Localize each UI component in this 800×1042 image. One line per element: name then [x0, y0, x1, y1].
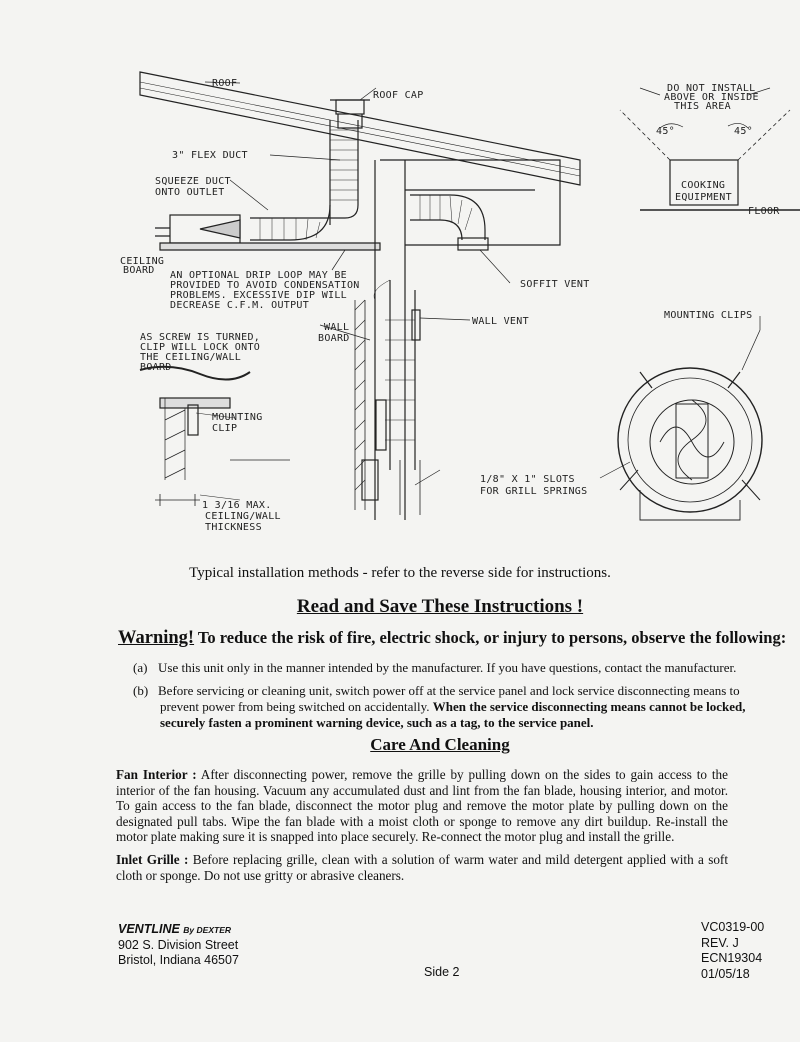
- label-screw-2: CLIP WILL LOCK ONTO: [140, 342, 261, 353]
- brand-name: VENTLINE: [118, 922, 180, 936]
- item-a-mark: (a): [133, 660, 148, 675]
- label-wall-board-2: BOARD: [318, 333, 350, 344]
- soffit-duct: [410, 195, 485, 240]
- label-thickness-2: CEILING/WALL: [205, 511, 281, 522]
- label-ceiling-1: CEILING: [120, 256, 165, 267]
- read-save-heading: Read and Save These Instructions !: [296, 596, 584, 617]
- vertical-duct: [330, 120, 358, 225]
- label-no-install-3: THIS AREA: [674, 101, 731, 112]
- label-mounting-clip-1: MOUNTING: [212, 412, 263, 423]
- label-mounting-clips: MOUNTING CLIPS: [664, 310, 753, 321]
- page-side: Side 2: [424, 965, 460, 979]
- label-thickness-1: 1 3/16 MAX.: [202, 500, 272, 511]
- brand-by: By DEXTER: [183, 925, 232, 935]
- label-screw-1: AS SCREW IS TURNED,: [140, 332, 261, 343]
- company-address: [118, 922, 239, 968]
- label-screw-3: THE CEILING/WALL: [140, 352, 242, 363]
- label-slots-2: FOR GRILL SPRINGS: [480, 486, 588, 497]
- label-thickness-3: THICKNESS: [205, 522, 262, 533]
- instruction-item-a: [133, 660, 758, 676]
- inlet-grille-text: Before replacing grille, clean with a solution of warm water and mild detergent applied with a soft cloth or sponge. Do not use gritty or abrasive cleaners.: [116, 852, 728, 883]
- doc-ecn: ECN19304: [701, 951, 763, 965]
- wall-vent: [412, 310, 420, 340]
- label-squeeze-2: ONTO OUTLET: [155, 187, 225, 198]
- label-mounting-clip-2: CLIP: [212, 423, 238, 434]
- label-drip-2: PROVIDED TO AVOID CONDENSATION: [170, 280, 360, 291]
- document-info: [701, 920, 764, 982]
- doc-revision: REV. J: [701, 935, 739, 950]
- fan-interior-text: After disconnecting power, remove the grille by pulling down on the sides to gain access to the interior of the fan housing. Vacuum any accumulated dust and lint from the fan blade, housing interior, and motor. To gain access to the fan blade, disconnect the motor plug and remove the motor plate by pulling down on the designated pull tabs. Wipe the fan blade with a moist cloth or sponge to remove any dirt buildup. Re-install the motor plate making sure it is snapped into place securely. Re-connect the motor plug and install the grille.: [116, 767, 728, 844]
- doc-number: VC0319-00: [701, 920, 765, 934]
- label-floor: FLOOR: [748, 206, 780, 217]
- label-angle-left: 45°: [656, 126, 675, 137]
- care-cleaning-heading: Care And Cleaning: [370, 735, 510, 754]
- item-b-bold3: securely fasten a prominent warning device, such as a tag, to the service panel.: [160, 715, 594, 730]
- flex-duct: [250, 205, 358, 240]
- label-slots-1: 1/8" X 1" SLOTS: [480, 474, 575, 485]
- item-b-line2: prevent power from being switched on accidentally.: [160, 699, 430, 714]
- item-b-bold2: When the service disconnecting means cannot be locked,: [432, 699, 746, 714]
- label-angle-right: 45°: [734, 126, 753, 137]
- item-b-line2-wrap: [158, 699, 758, 715]
- warning-line: [118, 628, 786, 649]
- fan-interior-label: Fan Interior :: [116, 767, 197, 782]
- doc-date: 01/05/18: [701, 966, 750, 981]
- label-screw-4: BOARD: [140, 362, 172, 373]
- diagram-caption: Typical installation methods - refer to the reverse side for instructions.: [189, 565, 611, 581]
- inlet-grille-paragraph: [116, 852, 728, 883]
- address-line1: 902 S. Division Street: [118, 938, 239, 952]
- label-roof: ROOF: [212, 78, 238, 89]
- wall-duct: [390, 280, 415, 470]
- fan-interior-paragraph: [116, 767, 728, 845]
- label-wall-vent: WALL VENT: [472, 316, 529, 327]
- warning-text: To reduce the risk of fire, electric shock, or injury to persons, observe the following:: [197, 628, 787, 647]
- item-b-mark: (b): [133, 683, 149, 698]
- label-flex-duct: 3" FLEX DUCT: [172, 150, 248, 161]
- label-squeeze-1: SQUEEZE DUCT: [155, 176, 231, 187]
- item-a-text: Use this unit only in the manner intended by the manufacturer. If you have questions, contact the manufacturer.: [158, 660, 737, 675]
- warning-word: Warning!: [118, 628, 195, 648]
- label-drip-4: DECREASE C.F.M. OUTPUT: [170, 300, 310, 311]
- label-drip-3: PROBLEMS. EXCESSIVE DIP WILL: [170, 290, 347, 301]
- label-no-install-1: DO NOT INSTALL: [667, 83, 756, 94]
- label-cooking-2: EQUIPMENT: [675, 192, 732, 203]
- instruction-item-b: [133, 683, 758, 731]
- inlet-grille-label: Inlet Grille :: [116, 852, 189, 867]
- label-roof-cap: ROOF CAP: [373, 90, 424, 101]
- label-cooking-1: COOKING: [681, 180, 726, 191]
- label-soffit-vent: SOFFIT VENT: [520, 279, 590, 290]
- ceiling-board: [160, 243, 380, 250]
- item-b-line1: Before servicing or cleaning unit, switch power off at the service panel and lock service disconnecting means to: [158, 683, 740, 698]
- label-wall-board-1: WALL: [324, 322, 350, 333]
- label-ceiling-2: BOARD: [123, 265, 155, 276]
- label-no-install-2: ABOVE OR INSIDE: [664, 92, 759, 103]
- label-drip-1: AN OPTIONAL DRIP LOOP MAY BE: [170, 270, 347, 281]
- address-line2: Bristol, Indiana 46507: [118, 953, 239, 967]
